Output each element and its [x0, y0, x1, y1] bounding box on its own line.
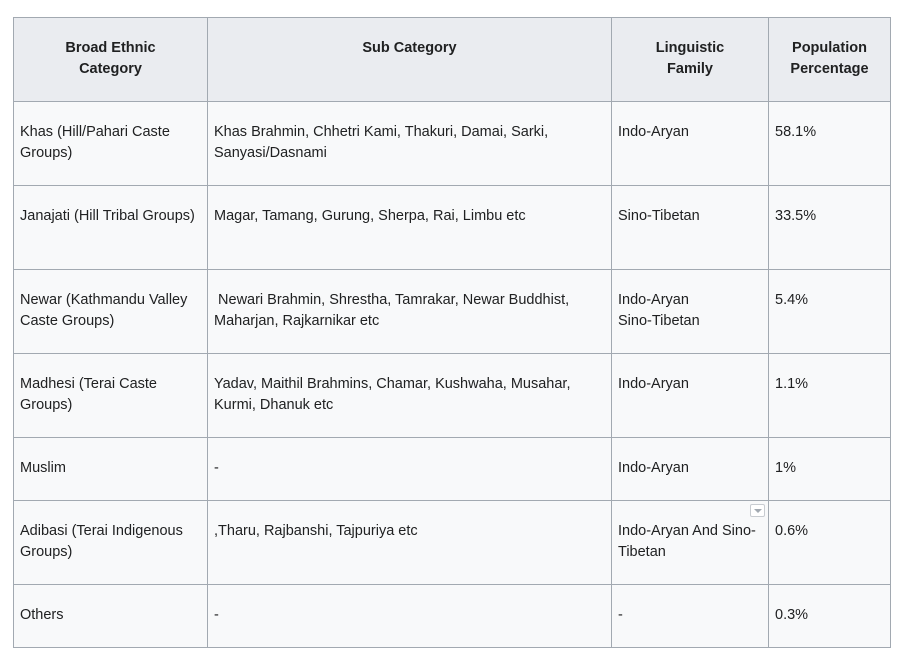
table-row	[14, 102, 891, 186]
ethnic-groups-table	[13, 17, 891, 648]
family-label: Indo-Aryan Sino-Tibetan	[618, 292, 700, 329]
cell-category: Newar (Kathmandu Valley Caste Groups)	[14, 270, 208, 354]
chevron-down-icon[interactable]	[750, 504, 765, 517]
table-row	[14, 186, 891, 270]
table-wrapper	[13, 17, 891, 648]
cell-linguistic-family: Indo-Aryan	[612, 354, 769, 438]
cell-sub-category: -	[208, 438, 612, 501]
header-broad-ethnic-category[interactable]	[14, 18, 208, 102]
cell-category: Madhesi (Terai Caste Groups)	[14, 354, 208, 438]
cell-population-percentage: 5.4%	[769, 270, 891, 354]
cell-category: Adibasi (Terai Indigenous Groups)	[14, 501, 208, 585]
header-linguistic-family[interactable]	[612, 18, 769, 102]
cell-linguistic-family: Indo-Aryan	[612, 102, 769, 186]
header-label: Sub Category	[362, 40, 457, 56]
cell-sub-category: Magar, Tamang, Gurung, Sherpa, Rai, Limbu etc	[208, 186, 612, 270]
table-row	[14, 354, 891, 438]
cell-population-percentage: 1%	[769, 438, 891, 501]
cell-sub-category: -	[208, 585, 612, 648]
cell-category: Others	[14, 585, 208, 648]
cell-population-percentage: 0.3%	[769, 585, 891, 648]
family-label: Indo-Aryan And Sino-Tibetan	[618, 523, 756, 560]
header-sub-category[interactable]	[208, 18, 612, 102]
header-row	[14, 18, 891, 102]
cell-linguistic-family: -	[612, 585, 769, 648]
cell-sub-category: ,Tharu, Rajbanshi, Tajpuriya etc	[208, 501, 612, 585]
cell-population-percentage: 33.5%	[769, 186, 891, 270]
header-label: Broad Ethnic Category	[65, 40, 156, 77]
cell-category: Muslim	[14, 438, 208, 501]
cell-linguistic-family: Indo-Aryan	[612, 438, 769, 501]
cell-category: Janajati (Hill Tribal Groups)	[14, 186, 208, 270]
cell-sub-category: Khas Brahmin, Chhetri Kami, Thakuri, Damai, Sarki, Sanyasi/Dasnami	[208, 102, 612, 186]
table-row	[14, 585, 891, 648]
header-label: Linguistic Family	[655, 40, 725, 77]
cell-population-percentage: 58.1%	[769, 102, 891, 186]
header-population-percentage[interactable]	[769, 18, 891, 102]
cell-category: Khas (Hill/Pahari Caste Groups)	[14, 102, 208, 186]
cell-population-percentage: 1.1%	[769, 354, 891, 438]
cell-sub-category: Newari Brahmin, Shrestha, Tamrakar, Newar Buddhist, Maharjan, Rajkarnikar etc	[208, 270, 612, 354]
cell-linguistic-family	[612, 270, 769, 354]
table-row	[14, 270, 891, 354]
table-row	[14, 501, 891, 585]
cell-sub-category: Yadav, Maithil Brahmins, Chamar, Kushwaha, Musahar, Kurmi, Dhanuk etc	[208, 354, 612, 438]
header-label: Population Percentage	[790, 40, 869, 77]
table-row	[14, 438, 891, 501]
cell-linguistic-family: Sino-Tibetan	[612, 186, 769, 270]
cell-population-percentage: 0.6%	[769, 501, 891, 585]
cell-linguistic-family	[612, 501, 769, 585]
